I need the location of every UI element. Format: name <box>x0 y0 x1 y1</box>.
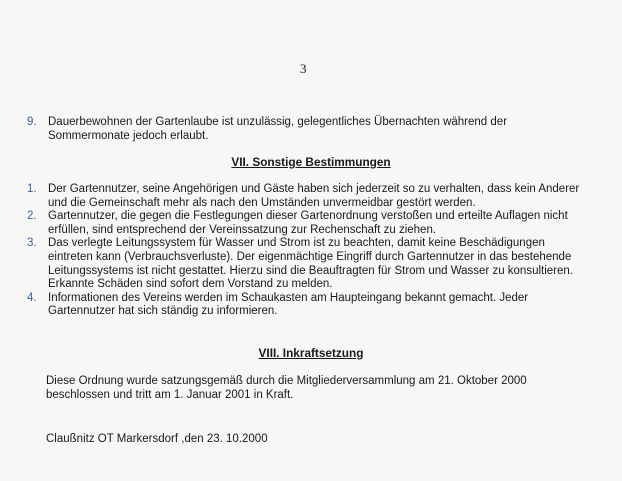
item-number: 4. <box>27 291 37 304</box>
list-item <box>0 292 622 319</box>
list-item <box>0 237 622 291</box>
inkraftsetzung-text: Diese Ordnung wurde satzungsgemäß durch die Mitgliederversammlung am 21. Oktober 2000 beschlossen und tritt am 1. Januar 2001 in Kraft. <box>46 375 527 401</box>
item-text: Der Gartennutzer, seine Angehörigen und Gäste haben sich jederzeit so zu verhalten, dass kein Anderer und die Gemeinschaft mehr als nach den Umständen unvermeidbar gestört werden. <box>48 183 580 209</box>
list-item <box>0 183 622 210</box>
section-heading-sonstige: VII. Sonstige Bestimmungen <box>231 155 391 169</box>
section-heading-inkraftsetzung: VIII. Inkraftsetzung <box>258 346 364 360</box>
item-text: Das verlegte Leitungssystem für Wasser und Strom ist zu beachten, damit keine Beschädigungen eintreten kann (Verbrauchsverluste). Der eigenmächtige Eingriff durch Gartennutzer in das bestehende Leitungssystems ist nicht gestattet. Hierzu sind die Beauftragten für Strom und Wasser zu konsultieren. Erkannte Schäden sind sofort dem Vorstand zu melden. <box>48 237 573 291</box>
list-item <box>0 116 622 143</box>
item-number: 2. <box>27 210 37 223</box>
item-text: Dauerbewohnen der Gartenlaube ist unzulässig, gelegentliches Übernachten während der Sommermonate jedoch erlaubt. <box>48 116 508 142</box>
item-text: Informationen des Vereins werden im Schaukasten am Haupteingang bekannt gemacht. Jeder Gartennutzer hat sich ständig zu informieren. <box>48 291 529 318</box>
sonstige-list <box>0 183 622 319</box>
item-number: 1. <box>27 183 37 195</box>
item-number: 3. <box>27 237 37 250</box>
item-text: Gartennutzer, die gegen die Festlegungen dieser Gartenordnung verstoßen und erteilte Auflagen nicht erfüllen, sind entsprechend der Vereinssatzung zur Rechenschaft zu ziehen. <box>48 210 568 236</box>
top-list <box>0 116 622 143</box>
list-item <box>0 210 622 237</box>
item-number: 9. <box>27 116 37 128</box>
page-number: 3 <box>300 61 307 76</box>
signature-line: Claußnitz OT Markersdorf ,den 23. 10.2000 <box>46 433 268 445</box>
